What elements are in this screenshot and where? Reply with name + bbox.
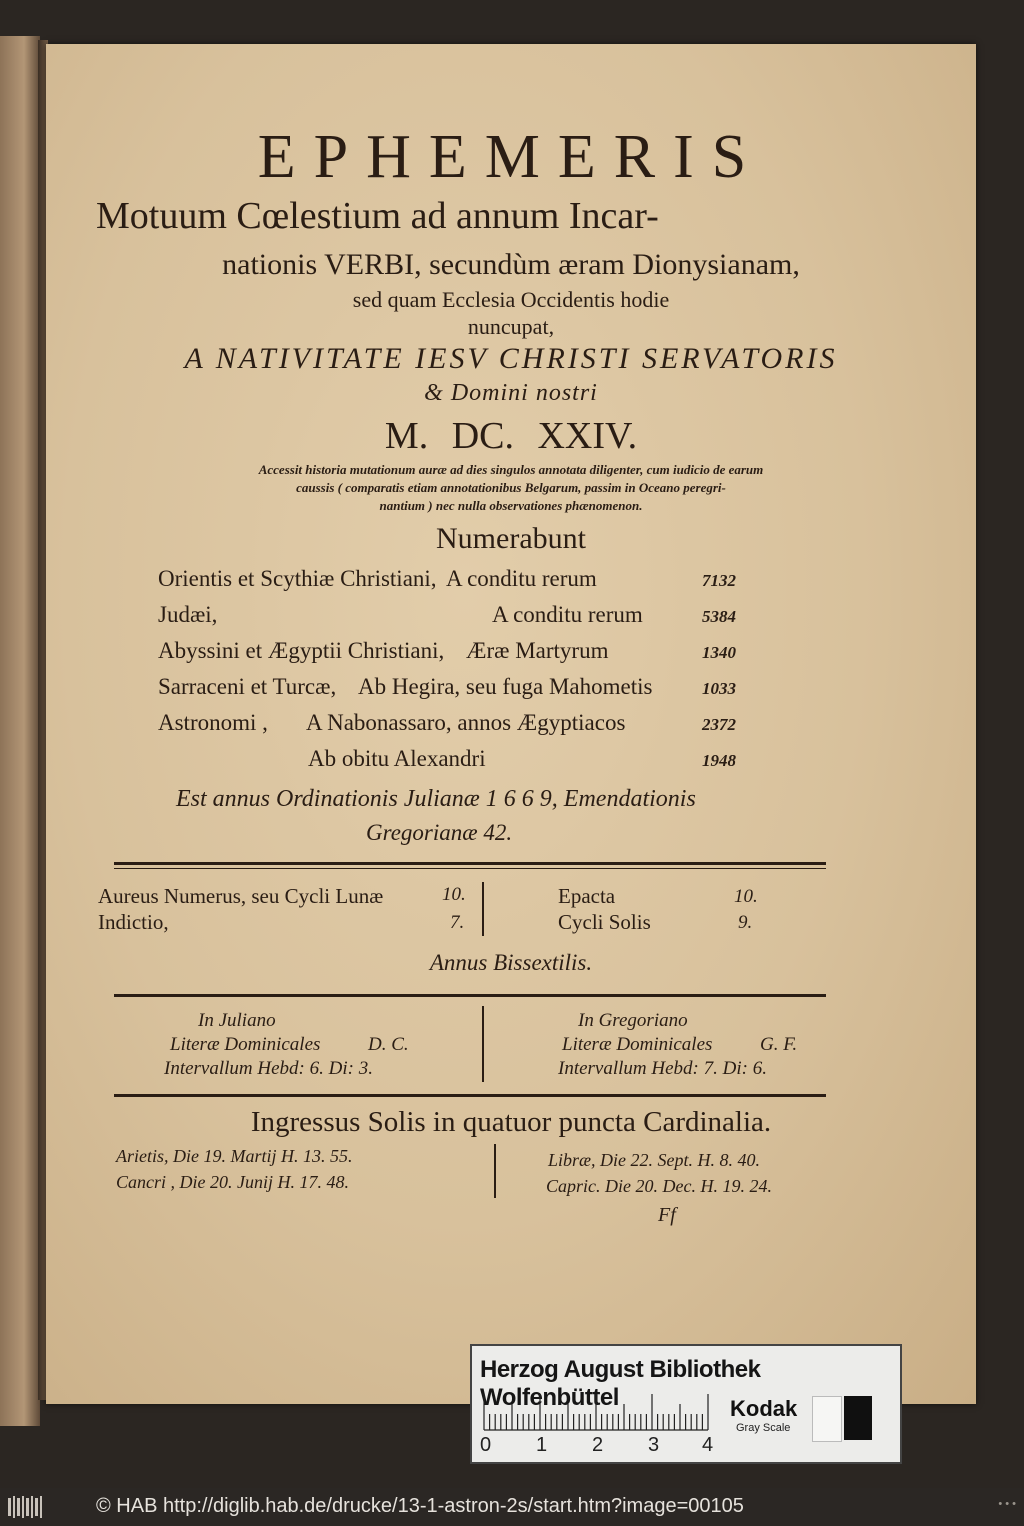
- accessit-line-2: caussis ( comparatis etiam annotationibus Belgarum, passim in Oceano peregri-: [296, 480, 726, 495]
- divider: [114, 1094, 826, 1097]
- ruler-icon: [482, 1392, 714, 1432]
- subtitle-line-4: nuncupat,: [467, 314, 555, 339]
- era-row-era: Æræ Martyrum: [466, 638, 609, 663]
- ruler-number: 3: [648, 1434, 660, 1456]
- aureus-value: 10.: [442, 884, 466, 905]
- ruler-number: 4: [702, 1434, 714, 1456]
- calendar-separator: [482, 1006, 484, 1082]
- black-patch: [844, 1396, 872, 1440]
- cycles-separator: [482, 882, 484, 936]
- nativitate-line-2: & Domini nostri: [424, 380, 598, 406]
- white-patch: [812, 1396, 842, 1442]
- facing-page-edge: [0, 36, 40, 1426]
- era-row-years: 1033: [702, 679, 736, 698]
- cycli-solis-value: 9.: [738, 912, 753, 933]
- cycli-solis-label: Cycli Solis: [558, 910, 651, 934]
- julian-heading: In Juliano: [198, 1010, 276, 1031]
- era-row-years: 2372: [702, 715, 736, 734]
- subtitle-line-1: Motuum Cœlestium ad annum Incar-: [96, 195, 659, 237]
- kodak-logo: Kodak: [730, 1396, 798, 1421]
- era-row-years: 1340: [702, 643, 736, 662]
- divider: [114, 862, 826, 865]
- gregorian-intervallum: Intervallum Hebd: 7. Di: 6.: [558, 1058, 767, 1079]
- hab-logo-icon: [6, 1494, 46, 1520]
- era-row-years: 5384: [702, 607, 736, 626]
- era-row-people: Abyssini et Ægyptii Christiani,: [158, 638, 445, 663]
- color-target-card: [470, 1344, 902, 1464]
- ruler-number: 2: [592, 1434, 604, 1456]
- est-annus-line-2: Gregorianæ 42.: [366, 820, 513, 845]
- est-annus-line-1: Est annus Ordinationis Julianæ 1 6 6 9, Emendationis: [176, 786, 696, 812]
- target-title: Herzog August Bibliothek Wolfenbüttel: [480, 1356, 761, 1411]
- julian-intervallum: Intervallum Hebd: 6. Di: 3.: [164, 1058, 373, 1079]
- numerabunt-heading: Numerabunt: [436, 522, 586, 555]
- subtitle-line-2: nationis VERBI, secundùm æram Dionysianam,: [222, 248, 800, 281]
- ingressus-heading: Ingressus Solis in quatuor puncta Cardinalia.: [250, 1106, 772, 1138]
- era-row-era: A Nabonassaro, annos Ægyptiacos: [306, 710, 626, 735]
- epacta-label: Epacta: [558, 884, 616, 908]
- accessit-line-1: Accessit historia mutationum auræ ad dies singulos annotata diligenter, cum iudicio de earum: [258, 462, 764, 477]
- signature-mark: Ff: [658, 1204, 676, 1226]
- document-page: [46, 44, 976, 1404]
- era-row-era: Ab Hegira, seu fuga Mahometis: [358, 674, 653, 699]
- ingressus-capric: Capric. Die 20. Dec. H. 19. 24.: [546, 1176, 772, 1196]
- era-row-people: Judæi,: [158, 602, 218, 627]
- ruler-number: 1: [536, 1434, 548, 1456]
- era-row-people: Astronomi ,: [158, 710, 268, 735]
- gregorian-literae-value: G. F.: [760, 1034, 798, 1055]
- gray-scale-label: Gray Scale: [736, 1422, 791, 1434]
- ingressus-separator: [494, 1144, 496, 1198]
- era-row-years: 1948: [702, 751, 736, 770]
- era-row-era: Ab obitu Alexandri: [308, 746, 486, 771]
- aureus-label: Aureus Numerus, seu Cycli Lunæ: [98, 884, 384, 908]
- julian-literae-label: Literæ Dominicales: [170, 1034, 321, 1055]
- era-row-era: A conditu rerum: [492, 602, 643, 627]
- nativitate-line-1: A NATIVITATE IESV CHRISTI SERVATORIS: [184, 342, 838, 375]
- indictio-label: Indictio,: [98, 910, 169, 934]
- copyright-url[interactable]: © HAB http://diglib.hab.de/drucke/13-1-astron-2s/start.htm?image=00105: [96, 1495, 744, 1517]
- accessit-line-3: nantium ) nec nulla observationes phænomenon.: [379, 498, 643, 513]
- epacta-value: 10.: [734, 886, 758, 907]
- era-row-years: 7132: [702, 571, 736, 590]
- indictio-value: 7.: [450, 912, 465, 933]
- subtitle-line-3: sed quam Ecclesia Occidentis hodie: [352, 287, 670, 312]
- ingressus-arietis: Arietis, Die 19. Martij H. 13. 55.: [116, 1146, 353, 1166]
- divider: [114, 868, 826, 869]
- year-heading: M. DC. XXIV.: [384, 415, 638, 457]
- annus-bissextilis: Annus Bissextilis.: [429, 950, 593, 975]
- ingressus-librae: Libræ, Die 22. Sept. H. 8. 40.: [548, 1150, 761, 1170]
- era-row-people: Orientis et Scythiæ Christiani,: [158, 566, 437, 591]
- footer-strip: [0, 1488, 1024, 1526]
- more-icon[interactable]: • • •: [998, 1498, 1016, 1510]
- julian-literae-value: D. C.: [368, 1034, 409, 1055]
- page-title: EPHEMERIS: [257, 123, 765, 191]
- era-row-era: A conditu rerum: [446, 566, 597, 591]
- ruler-number: 0: [480, 1434, 492, 1456]
- divider: [114, 994, 826, 997]
- gregorian-literae-label: Literæ Dominicales: [562, 1034, 713, 1055]
- ingressus-cancri: Cancri , Die 20. Junij H. 17. 48.: [116, 1172, 349, 1192]
- era-row-people: Sarraceni et Turcæ,: [158, 674, 337, 699]
- gregorian-heading: In Gregoriano: [578, 1010, 688, 1031]
